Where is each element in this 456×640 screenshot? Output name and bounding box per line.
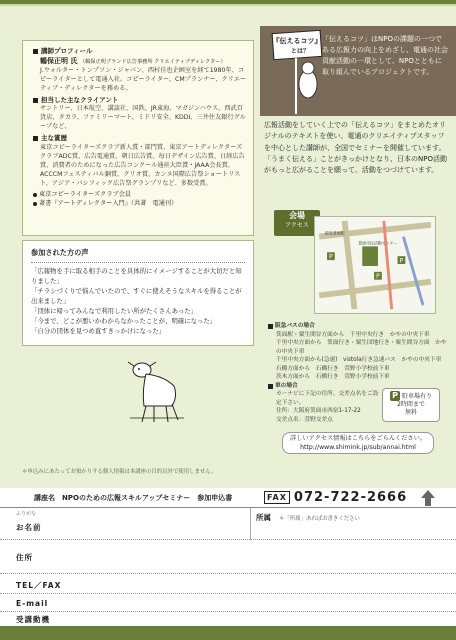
goat-illustration	[124, 356, 190, 426]
membership-item: 東京コピーライターズクラブ会員	[33, 191, 247, 200]
bus-line: 千里中央方面から 箕面行き・粟生団地行き・粟生間谷方面 かやの中央下車	[276, 340, 447, 355]
voice-item: 「団体に帰ってみんなで利用したい所がたくさんあった」	[31, 306, 198, 315]
lecturer-profile-box	[22, 40, 254, 236]
map-place-label: 箕面市民活動センター	[358, 240, 398, 246]
intersection: 交差点名：萱野交差点	[276, 417, 333, 424]
map-station-label: 阪急箕面駅	[325, 230, 345, 236]
bus-line: 千里中央方面から(急速) vistola行き急速バス かやの中央下車	[276, 357, 442, 364]
access-url-link[interactable]: http://www.shimink.jp/sub/annai.html	[300, 443, 416, 451]
intro-text: 「伝えるコツ」はNPOの課題の一つである広報力の向上をめざし、電通の社会貢献活動の一環として、NPOとともに取り組んでいるプロジェクトです。	[322, 35, 448, 76]
sign-title: 『伝えるコツ』	[272, 37, 322, 45]
svg-text:P: P	[329, 254, 333, 261]
field-divider	[250, 508, 251, 540]
name-field[interactable]: お名前	[0, 508, 456, 540]
awards-text: 東京コピーライターズクラブ新人賞・部門賞、東京アートディレクターズクラブADC賞、広告電通賞、朝日広告賞、毎日デザイン広告賞、日経広告賞、消費者のためになった広告コンクール通産大臣賞・JAAA会長賞、ACCCMフェスティバル銅賞、クリオ賞、カンヌ国際広告祭ショートリスト、アジア・パシフィック広告祭グランプリなど、多数受賞。	[40, 143, 245, 187]
lecturer-bio: J.ウォルター・トンプソン・ジャパン、西村佳也企画室を経て1980年、コピーライターとして電通入社。コピーライター、CMプランナー、クリエーティブ・ディレクターを務める。	[40, 66, 247, 92]
affiliation-field[interactable]: 所属 ＊「所属」あればお書きください	[256, 513, 360, 522]
access-map[interactable]	[314, 216, 436, 314]
voice-item: 「今まで、どこが悪いかわからなかったことが、明確になった」	[31, 316, 217, 325]
tel-fax-field[interactable]: TEL／FAX	[0, 574, 456, 594]
arrow-up-icon	[420, 489, 436, 507]
svg-text:P: P	[376, 274, 380, 281]
voice-item: 「チラシづくりで悩んでいたので、すぐに使えそうなスキルを得ることが出来ました」	[31, 287, 242, 305]
square-bullet-icon	[268, 324, 273, 329]
application-form	[0, 488, 456, 640]
awards-heading: 主な賞歴	[33, 134, 247, 143]
bus-line: 石橋方面から 石橋行き 萱野小学校前下車	[276, 365, 390, 372]
parking-badge: P 駐車場有り 2時間まで 無料	[382, 388, 440, 422]
dot-bullet-icon	[33, 202, 37, 206]
web-info-box: 詳しいアクセス情報はこちらをごらんください。 http://www.shimink.jp/sub/annai.html	[282, 432, 434, 454]
signboard-illustration	[270, 28, 326, 116]
square-bullet-icon	[33, 98, 38, 103]
top-stripe-light	[0, 4, 456, 6]
lecturer-heading: 講師プロフィール	[33, 47, 247, 56]
square-bullet-icon	[33, 49, 38, 54]
voice-item: 「広報物を手に取る相手のことを具体的にイメージすることが大切だと知りました」	[31, 267, 242, 286]
square-bullet-icon	[268, 384, 273, 389]
dot-bullet-icon	[33, 193, 37, 197]
car-heading: 車の場合	[268, 382, 452, 391]
bus-heading: 阪急バスの場合	[268, 322, 452, 331]
address-field[interactable]: 住所	[0, 540, 456, 574]
voices-heading: 参加された方の声	[31, 247, 245, 263]
car-text: カーナビに下記の住所、交差点名をご設定下さい。	[276, 391, 379, 406]
email-field[interactable]: E-mail	[0, 594, 456, 612]
venue-label: 会場 アクセス	[274, 210, 320, 236]
lecturer-role: （鶴保正明ブランド広告事務所 クリエイティブディレクター）	[79, 59, 226, 66]
bus-line: 茨木方面から 石橋行き 萱野小学校前下車	[276, 374, 390, 381]
form-header	[0, 488, 456, 508]
clients-heading: 担当した主なクライアント	[33, 96, 247, 105]
address: 住所：大阪府箕面市西宿1-17-22	[276, 408, 361, 415]
fax-number: FAX 072-722-2666	[264, 490, 407, 505]
parking-icon: P	[390, 391, 400, 401]
svg-text:P: P	[399, 258, 404, 265]
project-description: 広報活動をしていく上での「伝えるコツ」をまとめたオリジナルのテキストを使い、電通のクリエイティブスタッフを中心とした講師が、全国でセミナーを開催しています。「うまく伝える」ことがきっかけとなり、日本のNPO活動がもっと広がることを願って、活動をつづけています。	[264, 121, 447, 175]
motive-field[interactable]: 受講動機	[16, 615, 50, 624]
voice-item: 「自分の団体を見つめ直すきっかけになった」	[31, 326, 166, 335]
bottom-stripe	[0, 626, 456, 640]
course-title: 講座名 NPOのための広報スキルアップセミナー 参加申込書	[34, 493, 233, 502]
square-bullet-icon	[33, 136, 38, 141]
privacy-note: ＊申込みにあたってお預かりする個人情報は本講座の目的以外で使用しません。	[22, 469, 217, 475]
bus-line: 箕面駅・粟生間谷方面から 千里中央行き かやの中央下車	[276, 331, 430, 338]
clients-text: サントリー、日本航空、講談社、国鉄、JR東海、マガジンハウス、西武百貨店、タカラ、ファミリーマート、ミドリ安全、KDDI、三井住友銀行グループなど。	[40, 105, 246, 131]
book-item: 著書『アートディレクター入門』（共著 電通刊）	[33, 200, 247, 209]
lecturer-name: 鶴保正明 氏 （鶴保正明ブランド広告事務所 クリエイティブディレクター）	[40, 57, 226, 66]
furigana-label: ふりがな	[16, 511, 37, 517]
sign-subtitle: とは？	[290, 48, 310, 55]
participant-voices-box	[22, 240, 254, 346]
